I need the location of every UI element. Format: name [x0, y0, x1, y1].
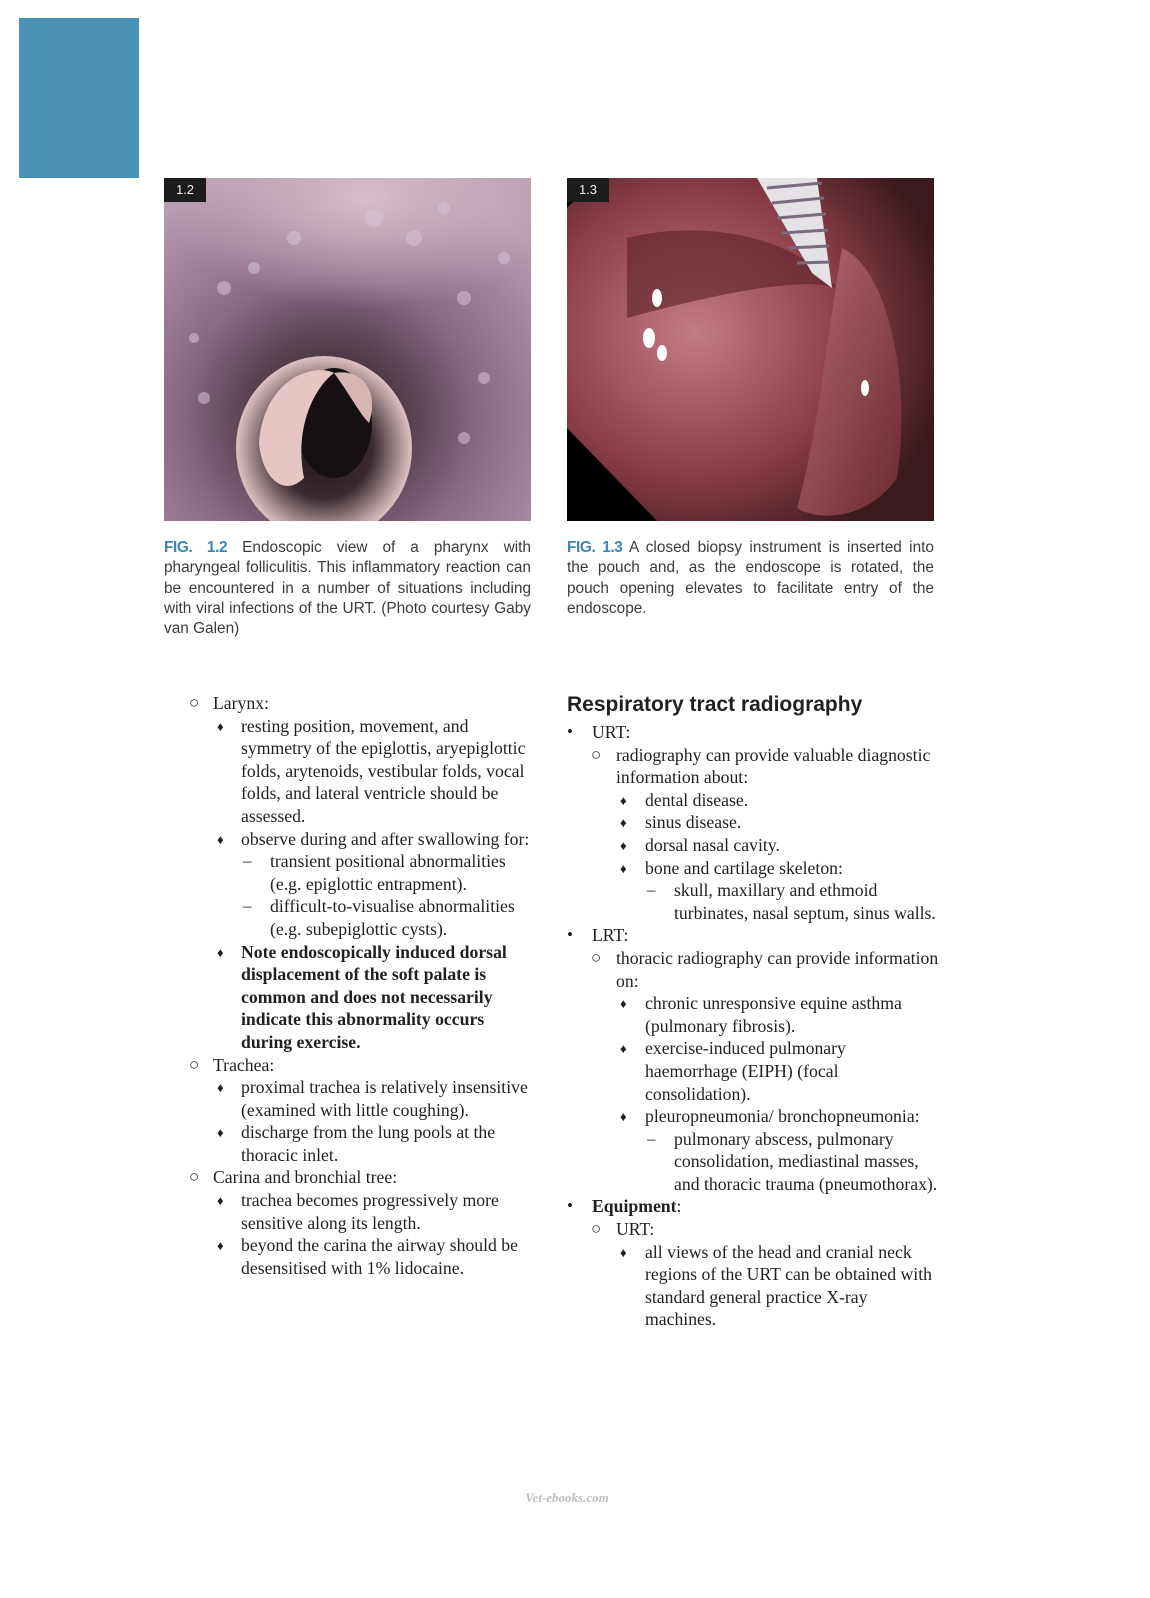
circle-bullet-icon: ○	[189, 1054, 200, 1074]
list-item-text: URT:	[616, 1219, 655, 1240]
list-item	[567, 1105, 942, 1128]
left-text-column	[164, 692, 539, 1279]
circle-bullet-icon: ○	[591, 744, 602, 764]
diamond-bullet-icon: ♦	[217, 1125, 224, 1141]
diamond-bullet-icon: ♦	[217, 944, 224, 960]
figure-1-2-photo	[164, 178, 531, 521]
dash-bullet-icon: –	[647, 1128, 656, 1148]
diamond-bullet-icon: ♦	[217, 1238, 224, 1254]
list-item-text: sinus disease.	[645, 812, 742, 833]
circle-bullet-icon: ○	[189, 1167, 200, 1187]
list-item	[164, 692, 539, 715]
list-item-text: pleuropneumonia/ bronchopneumonia:	[645, 1106, 920, 1127]
diamond-bullet-icon: ♦	[217, 1193, 224, 1209]
list-item	[164, 850, 539, 895]
figure-1-3-photo	[567, 178, 934, 521]
list-item	[164, 1121, 539, 1166]
diamond-bullet-icon: ♦	[620, 815, 627, 831]
dash-bullet-icon: –	[243, 896, 252, 916]
list-item	[567, 947, 942, 992]
list-item	[567, 811, 942, 834]
list-item	[567, 834, 942, 857]
dash-bullet-icon: –	[243, 851, 252, 871]
list-item-text: radiography can provide valuable diagnostic information about:	[616, 744, 931, 788]
list-item	[567, 744, 942, 789]
circle-bullet-icon: ○	[591, 1219, 602, 1239]
figure-tag: 1.2	[164, 178, 206, 202]
list-item-text: URT:	[592, 722, 631, 742]
list-item	[164, 895, 539, 940]
list-item-text: Larynx:	[213, 693, 269, 713]
watermark-text: Vet-ebooks.com	[525, 1490, 609, 1505]
list-item	[567, 1037, 942, 1105]
right-text-column	[567, 692, 942, 1331]
list-item	[567, 1195, 942, 1218]
list-item	[164, 1166, 539, 1189]
circle-bullet-icon: ○	[189, 693, 200, 712]
list-item-text: observe during and after swallowing for:	[241, 828, 530, 849]
list-item-text: discharge from the lung pools at the thoracic inlet.	[241, 1122, 496, 1165]
circle-bullet-icon: ○	[591, 947, 602, 967]
list-item-text: dorsal nasal cavity.	[645, 834, 780, 855]
list-item	[567, 879, 942, 924]
list-item-text: all views of the head and cranial neck regions of the URT can be obtained with standard general practice X-ray machines.	[645, 1241, 932, 1330]
diamond-bullet-icon: ♦	[217, 831, 224, 847]
list-item	[567, 857, 942, 880]
figure-label: FIG. 1.3	[567, 539, 623, 556]
diamond-bullet-icon: ♦	[620, 1109, 627, 1125]
list-item-text: chronic unresponsive equine asthma (pulmonary fibrosis).	[645, 993, 902, 1036]
figure-1-3-caption	[567, 538, 934, 619]
list-item	[164, 715, 539, 828]
figure-1-2-caption	[164, 538, 531, 639]
caption-text: A closed biopsy instrument is inserted into the pouch and, as the endoscope is rotated, the pouch opening elevates to facilitate entry of the endoscope.	[567, 539, 934, 617]
list-item-text: difficult-to-visualise abnormalities (e.g. subepiglottic cysts).	[270, 896, 515, 939]
list-item	[164, 1054, 539, 1077]
dot-bullet-icon: •	[567, 722, 573, 741]
list-item-text: trachea becomes progressively more sensitive along its length.	[241, 1190, 499, 1233]
guttural-pouch-endoscopy-image	[567, 178, 934, 521]
list-item	[567, 992, 942, 1037]
diamond-bullet-icon: ♦	[217, 1080, 224, 1096]
figure-label: FIG. 1.2	[164, 539, 228, 556]
list-item	[567, 1128, 942, 1196]
list-item-text: LRT:	[592, 925, 629, 946]
list-item	[164, 828, 539, 851]
list-item	[164, 941, 539, 1054]
list-item-text: thoracic radiography can provide information on:	[616, 947, 939, 991]
list-item	[567, 1241, 942, 1331]
list-item	[567, 1218, 942, 1241]
diamond-bullet-icon: ♦	[620, 996, 627, 1012]
diamond-bullet-icon: ♦	[620, 1244, 627, 1260]
chapter-color-tab	[19, 18, 139, 178]
diamond-bullet-icon: ♦	[620, 837, 627, 853]
list-item	[567, 789, 942, 812]
list-item-text: dental disease.	[645, 789, 749, 810]
diamond-bullet-icon: ♦	[217, 718, 224, 734]
list-item-text: skull, maxillary and ethmoid turbinates, nasal septum, sinus walls.	[674, 880, 936, 923]
pharynx-endoscopy-image	[164, 178, 531, 521]
list-item-text: Equipment	[592, 1196, 677, 1217]
list-item-text: bone and cartilage skeleton:	[645, 857, 843, 878]
list-item-text: transient positional abnormalities (e.g. epiglottic entrapment).	[270, 851, 506, 894]
figure-tag: 1.3	[567, 178, 609, 202]
list-item-text: exercise-induced pulmonary haemorrhage (EIPH) (focal consolidation).	[645, 1038, 846, 1104]
list-item-text: proximal trachea is relatively insensitive (examined with little coughing).	[241, 1077, 528, 1120]
diamond-bullet-icon: ♦	[620, 860, 627, 876]
list-item-text: resting position, movement, and symmetry of the epiglottis, aryepiglottic folds, arytenoids, vestibular folds, vocal folds, and lateral ventricle should be assessed.	[241, 715, 526, 826]
list-item	[164, 1076, 539, 1121]
list-item-text: Note endoscopically induced dorsal displacement of the soft palate is common and does not necessarily indicate this abnormality occurs during exercise.	[241, 941, 507, 1052]
list-item-text: beyond the carina the airway should be desensitised with 1% lidocaine.	[241, 1235, 519, 1278]
list-item	[567, 924, 942, 947]
list-item	[567, 721, 942, 744]
list-item-text: Carina and bronchial tree:	[213, 1167, 398, 1188]
diamond-bullet-icon: ♦	[620, 1041, 627, 1057]
caption-text: Endoscopic view of a pharynx with pharyngeal folliculitis. This inflammatory reaction can be encountered in a number of situations including with viral infections of the URT. (Photo courtesy Gaby van Galen)	[164, 539, 531, 638]
list-item-colon: :	[676, 1196, 682, 1217]
list-item-text: Trachea:	[213, 1054, 275, 1075]
dot-bullet-icon: •	[567, 1196, 573, 1216]
dot-bullet-icon: •	[567, 925, 573, 945]
list-item	[164, 1234, 539, 1279]
dash-bullet-icon: –	[647, 880, 656, 900]
list-item	[164, 1189, 539, 1234]
diamond-bullet-icon: ♦	[620, 792, 627, 808]
list-item-text: pulmonary abscess, pulmonary consolidation, mediastinal masses, and thoracic trauma (pneumothorax).	[674, 1128, 938, 1194]
section-heading: Respiratory tract radiography	[567, 693, 863, 716]
